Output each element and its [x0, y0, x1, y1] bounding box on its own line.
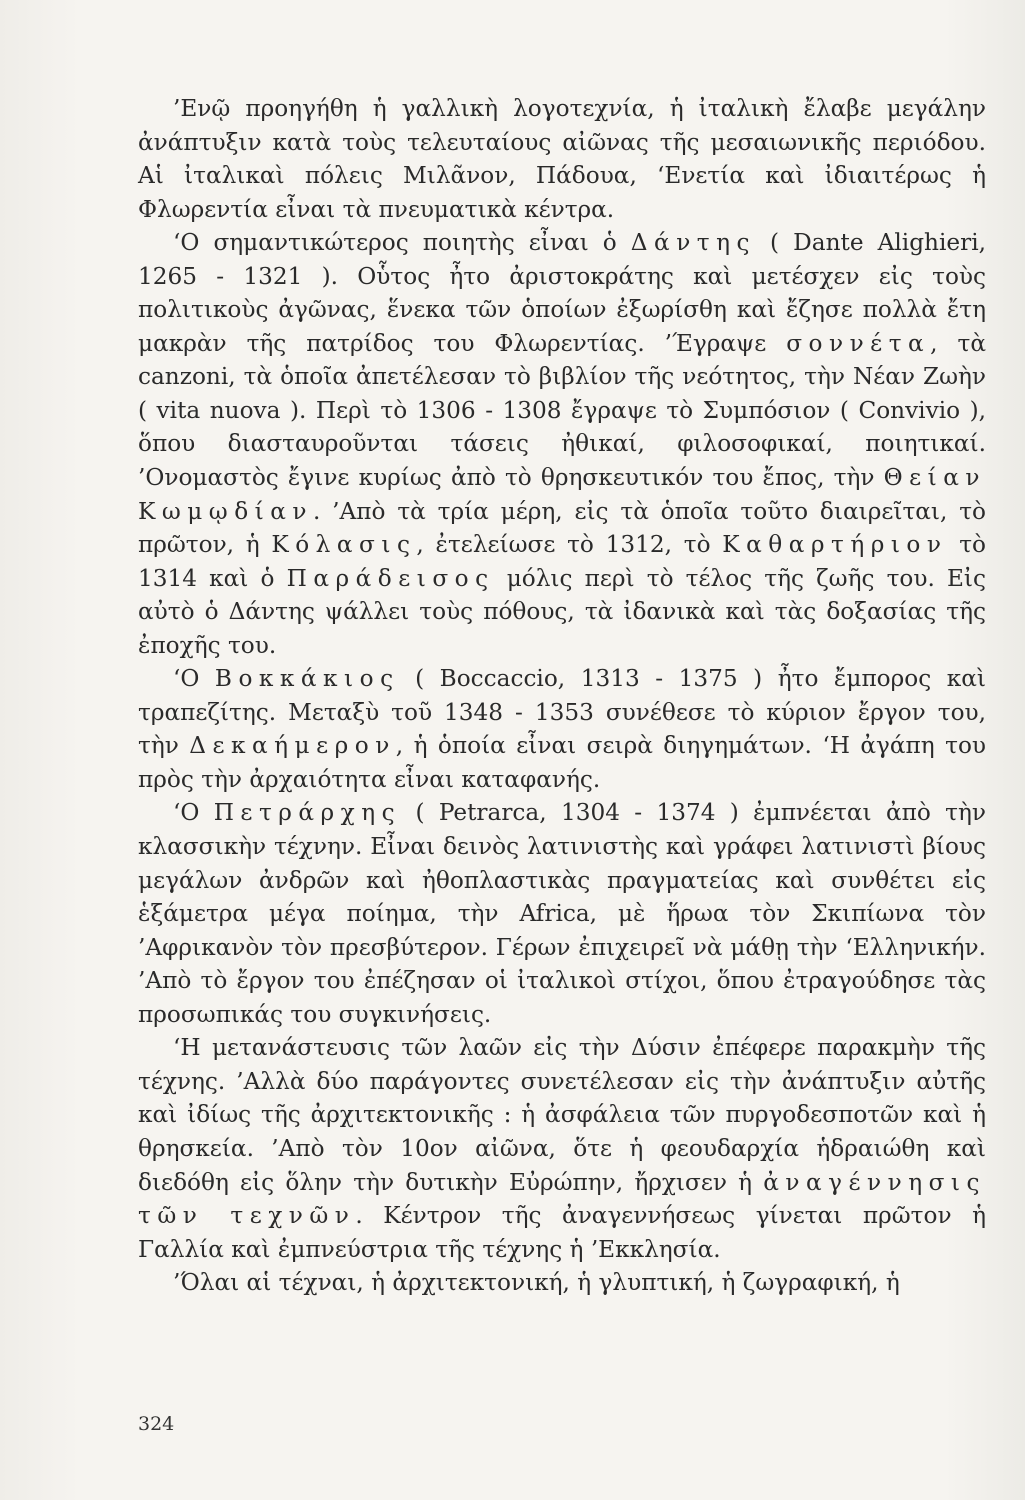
emphasized-term: Καθαρτήριον	[722, 531, 948, 559]
page-number: 324	[138, 1413, 175, 1435]
emphasized-term: Κόλασις	[271, 531, 417, 559]
text-run: . ’Απὸ τὰ τρία μέρη, εἰς τὰ ὁποῖα τοῦτο διαιρεῖται, τὸ πρῶτον, ἡ	[138, 497, 986, 559]
emphasized-term: Βοκκάκιος	[214, 665, 400, 693]
text-run: ‘Ο σημαντικώτερος ποιητὴς εἶναι ὁ	[173, 229, 631, 257]
emphasized-term: Θείαν Κωμῳδίαν	[138, 464, 986, 525]
text-run: . Κέντρον τῆς ἀναγεννήσεως γίνεται πρῶτον ἡ Γαλλία καὶ ἐμπνεύστρια τῆς τέχνης ἡ ’Εκκλησία.	[138, 1202, 986, 1263]
text-run: ( Dante Alighieri, 1265 - 1321 ). Οὗτος ἦτο ἀριστοκράτης καὶ μετέσχεν εἰς τοὺς πολιτικοὺς ἀγῶνας, ἕνεκα τῶν ὁποίων ἐξωρίσθη καὶ ἔζησε πολλὰ ἔτη μακρὰν τῆς πατρίδος του Φλωρεντίας. ’Έγραψε	[138, 229, 986, 357]
emphasized-term: Παράδεισος	[286, 564, 495, 592]
text-run: ‘Η μετανάστευσις τῶν λαῶν εἰς τὴν Δύσιν ἐπέφερε παρακμὴν τῆς τέχνης. ’Αλλὰ δύο παράγοντες συνετέλεσαν εἰς τὴν ἀνάπτυξιν αὐτῆς καὶ ἰδίως τῆς ἀρχιτεκτονικῆς : ἡ ἀσφάλεια τῶν πυργοδεσποτῶν καὶ ἡ θρησκεία. ’Απὸ τὸν 10ον αἰῶνα, ὅτε ἡ φεουδαρχία ἡδραιώθη καὶ διεδόθη εἰς ὅλην τὴν δυτικὴν Εὐρώπην, ἤρχισεν ἡ	[138, 1034, 986, 1196]
paragraph	[138, 796, 986, 1031]
text-run: ’Όλαι αἱ τέχναι, ἡ ἀρχιτεκτονική, ἡ γλυπτική, ἡ ζωγραφική, ἡ	[173, 1269, 900, 1297]
paragraph	[138, 1031, 986, 1266]
paragraph	[138, 226, 986, 662]
body-text	[138, 92, 986, 1300]
emphasized-term: σοννέτα	[786, 329, 931, 357]
emphasized-term: ἀναγέννησις τῶν τεχνῶν	[138, 1168, 986, 1230]
text-run: ‘Ο	[173, 665, 215, 693]
emphasized-term: Πετράρχης	[213, 799, 402, 827]
paragraph	[138, 1266, 986, 1300]
paragraph	[138, 92, 986, 226]
text-run: , τὰ canzoni, τὰ ὁποῖα ἀπετέλεσαν τὸ βιβλίον τῆς νεότητος, τὴν Νέαν Ζωὴν ( vita nuova ). Περὶ τὸ 1306 - 1308 ἔγραψε τὸ Συμπόσιον ( Convivio ), ὅπου διασταυροῦνται τάσεις ἠθικαί, φιλοσοφικαί, ποιητικαί. ’Ονομαστὸς ἔγινε κυρίως ἀπὸ τὸ θρησκευτικόν του ἔπος, τὴν	[138, 329, 986, 492]
text-run: , ἐτελείωσε τὸ 1312, τὸ	[416, 531, 723, 559]
emphasized-term: Δάντης	[630, 229, 756, 257]
text-run: τὸ 1314 καὶ ὁ	[138, 531, 986, 592]
text-run: ( Petrarca, 1304 - 1374 ) ἐμπνέεται ἀπὸ τὴν κλασσικὴν τέχνην. Εἶναι δεινὸς λατινιστὴς καὶ γράφει λατινιστὶ βίους μεγάλων ἀνδρῶν καὶ ἠθοπλαστικὰς πραγματείας καὶ συνθέτει εἰς ἑξάμετρα μέγα ποίημα, τὴν Africa, μὲ ἥρωα τὸν Σκιπίωνα τὸν ’Αφρικανὸν τὸν πρεσβύτερον. Γέρων ἐπιχειρεῖ νὰ μάθῃ τὴν ‘Ελληνικήν. ’Απὸ τὸ ἔργον του ἐπέζησαν οἱ ἰταλικοὶ στίχοι, ὅπου ἐτραγούδησε τὰς προσωπικάς του συγκινήσεις.	[138, 799, 986, 1028]
text-run: μόλις περὶ τὸ τέλος τῆς ζωῆς του. Εἰς αὐτὸ ὁ Δάντης ψάλλει τοὺς πόθους, τὰ ἰδανικὰ καὶ τὰς δοξασίας τῆς ἐποχῆς του.	[138, 564, 986, 659]
emphasized-term: Δεκαήμερον	[189, 732, 396, 760]
text-run: ’Ενῷ προηγήθη ἡ γαλλικὴ λογοτεχνία, ἡ ἰταλικὴ ἔλαβε μεγάλην ἀνάπτυξιν κατὰ τοὺς τελευταίους αἰῶνας τῆς μεσαιωνικῆς περιόδου. Αἱ ἰταλικαὶ πόλεις Μιλᾶνον, Πάδουα, ‘Ενετία καὶ ἰδιαιτέρως ἡ Φλωρεντία εἶναι τὰ πνευματικὰ κέντρα.	[138, 95, 986, 223]
text-run: ( Boccaccio, 1313 - 1375 ) ἦτο ἔμπορος καὶ τραπεζίτης. Μεταξὺ τοῦ 1348 - 1353 συνέθεσε τὸ κύριον ἔργον του, τὴν	[138, 665, 986, 760]
text-run: , ἡ ὁποία εἶναι σειρὰ διηγημάτων. ‘Η ἀγάπη του πρὸς τὴν ἀρχαιότητα εἶναι καταφανής.	[138, 732, 986, 793]
paragraph	[138, 662, 986, 796]
text-run: ‘Ο	[173, 799, 214, 827]
